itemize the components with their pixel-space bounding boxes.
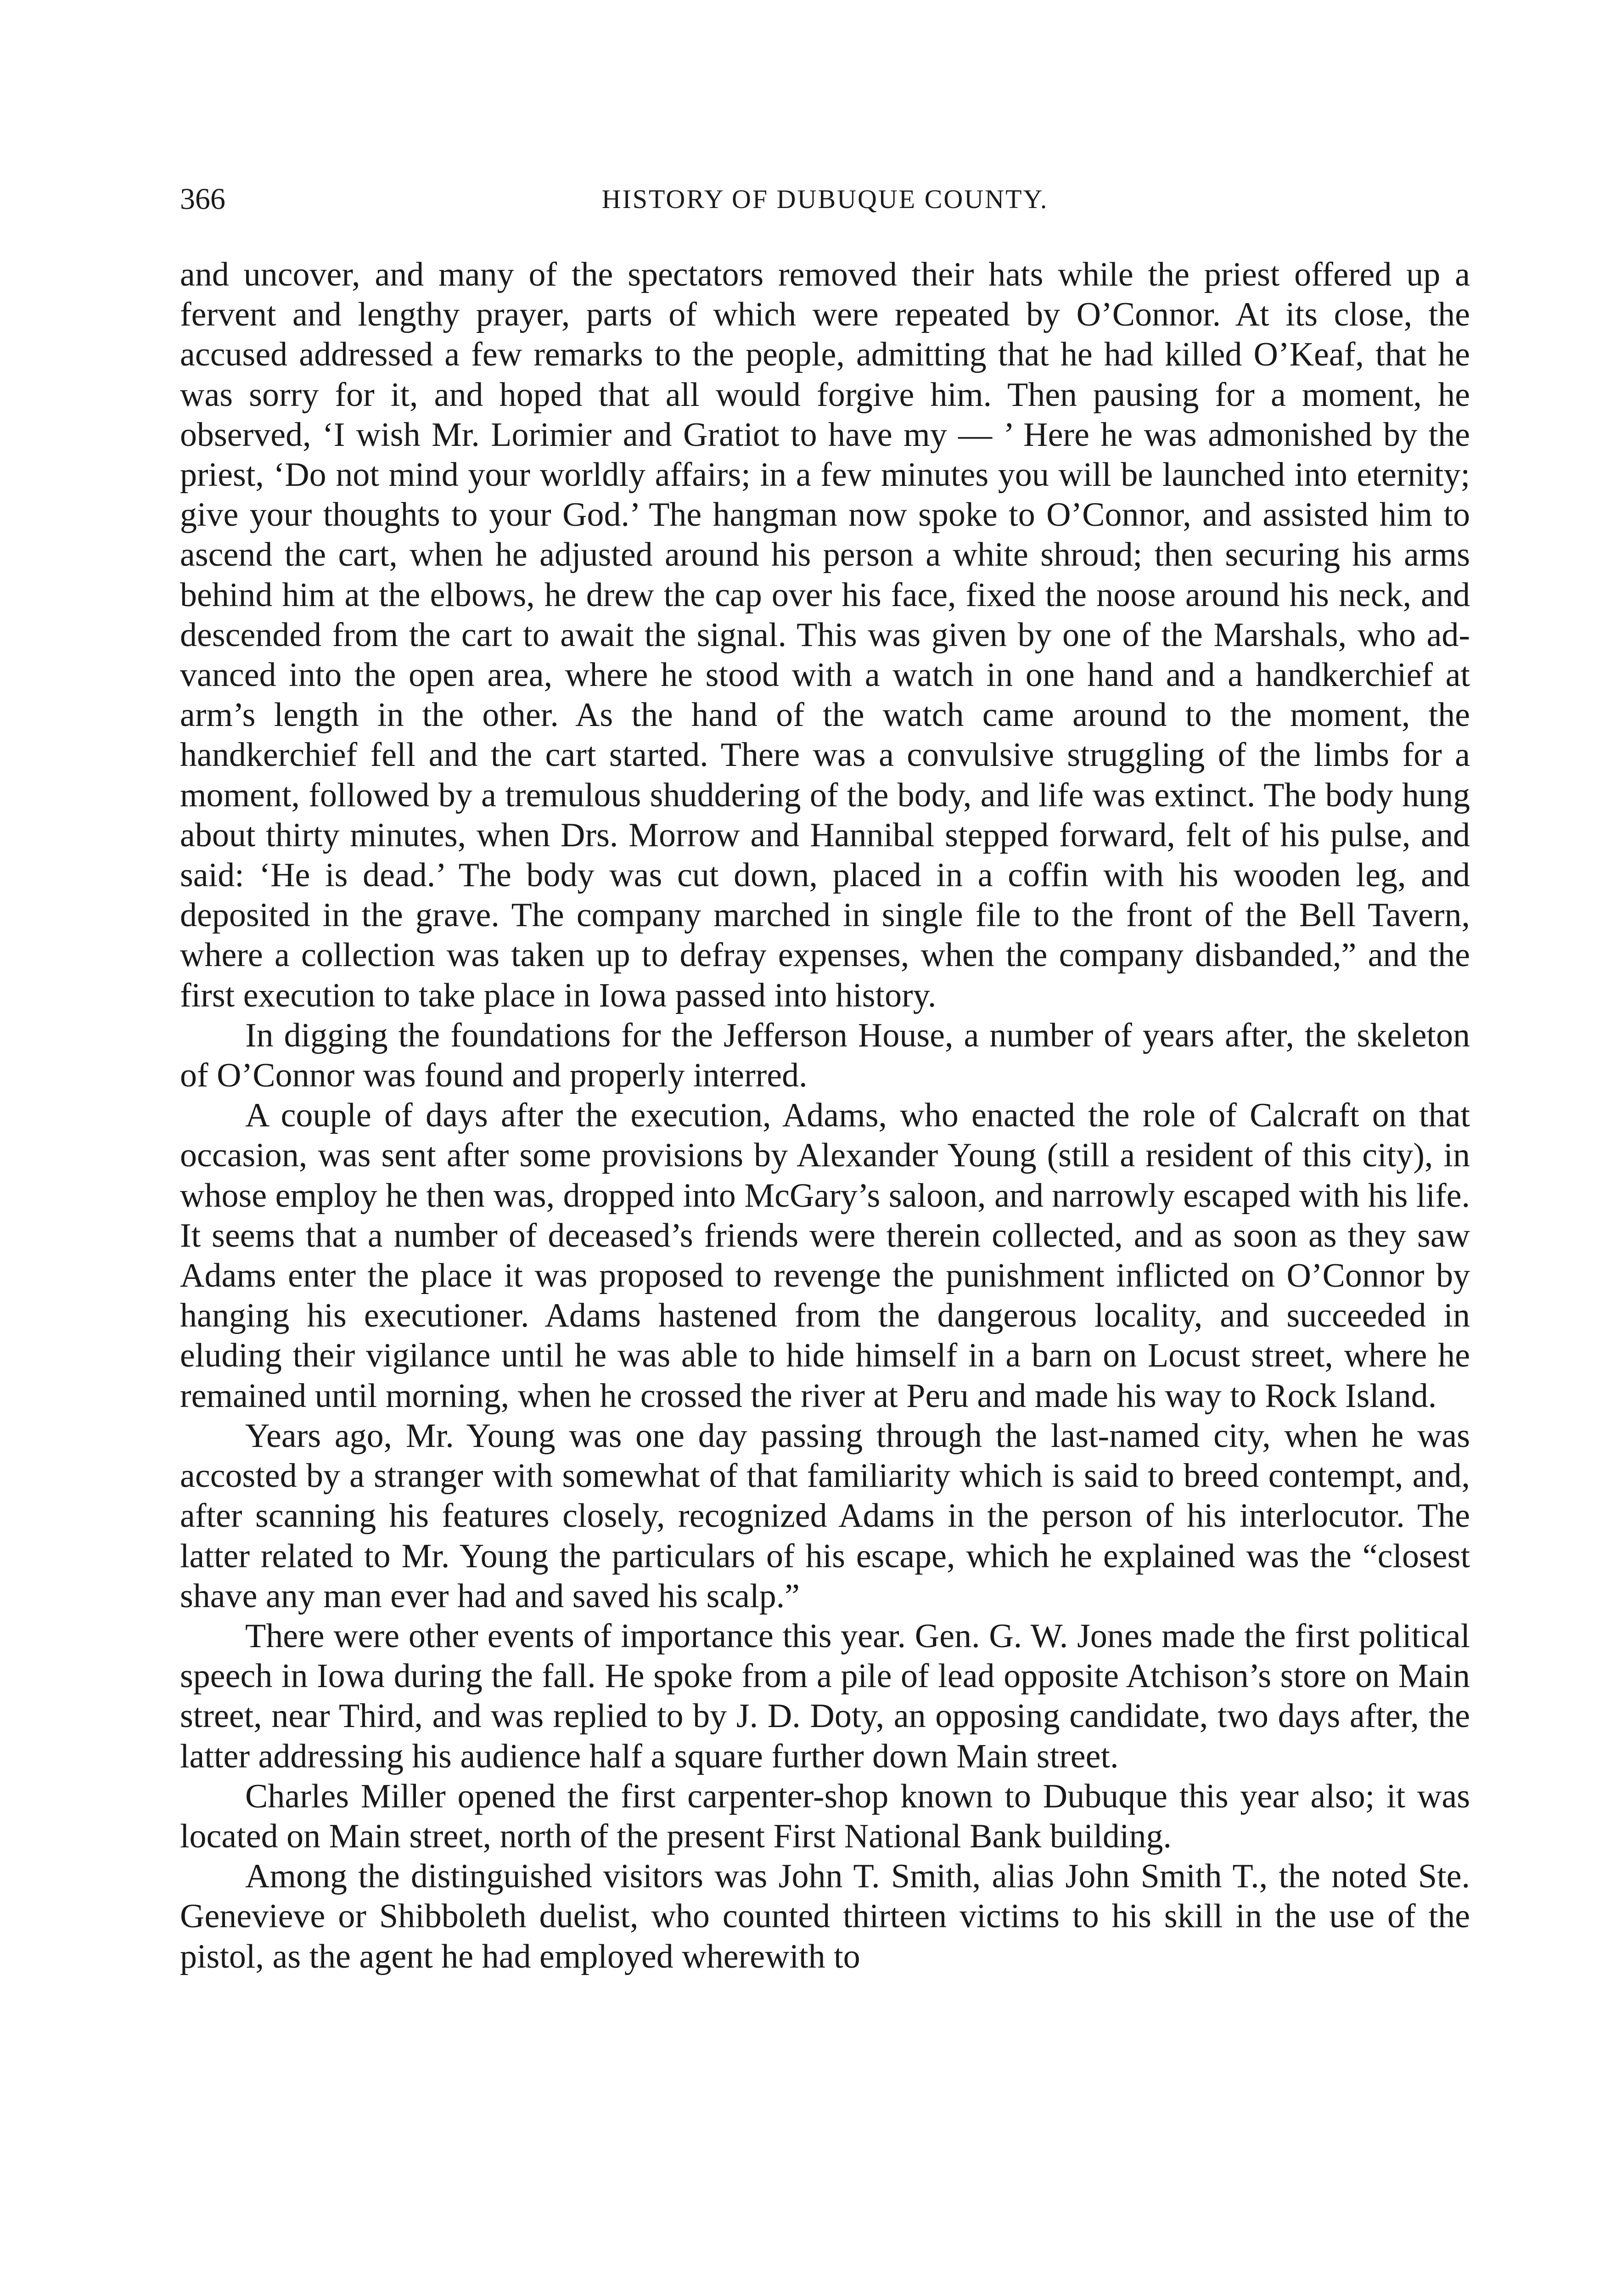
paragraph: Among the distinguished visitors was John T. Smith, alias John Smith T., the noted Ste. Genevieve or Shibboleth duelist, who counted thirteen victims to his skill in the use of the pistol, as the agent he had employed wherewith to	[180, 1857, 1470, 1975]
paragraph: In digging the foundations for the Jefferson House, a number of years after, the skeleton of O’Connor was found and properly interred.	[180, 1016, 1470, 1095]
page-number: 366	[180, 182, 225, 216]
page-header	[180, 181, 1470, 218]
paragraph: Years ago, Mr. Young was one day passing through the last-named city, when he was accosted by a stranger with somewhat of that familiarity which is said to breed contempt, and, after scanning his features closely, recognized Adams in the person of his interlocutor. The latter related to Mr. Young the particulars of his escape, which he explained was the “closest shave any man ever had and saved his scalp.”	[180, 1417, 1470, 1615]
body-text	[180, 255, 1470, 1977]
paragraph: There were other events of importance this year. Gen. G. W. Jones made the first political speech in Iowa during the fall. He spoke from a pile of lead opposite Atchison’s store on Main street, near Third, and was replied to by J. D. Doty, an opposing candidate, two days after, the latter addressing his audience half a square further down Main street.	[180, 1617, 1470, 1775]
paragraph: Charles Miller opened the first carpenter-shop known to Dubuque this year also; it was located on Main street, north of the present First National Bank building.	[180, 1777, 1470, 1855]
running-title: HISTORY OF DUBUQUE COUNTY.	[601, 184, 1049, 214]
paragraph-continued: and uncover, and many of the spectators removed their hats while the priest offered up a fervent and lengthy prayer, parts of which were repeated by O’Connor. At its close, the accused addressed a few remarks to the people, admitting that he had killed O’Keaf, that he was sorry for it, and hoped that all would forgive him. Then pausing for a moment, he observed, ‘I wish Mr. Lorimier and Gratiot to have my — ’ Here he was admonished by the priest, ‘Do not mind your worldly affairs; in a few minutes you will be launched into eternity; give your thoughts to your God.’ The hangman now spoke to O’Connor, and assisted him to ascend the cart, when he adjusted around his person a white shroud; then securing his arms behind him at the elbows, he drew the cap over his face, fixed the noose around his neck, and descended from the cart to await the signal. This was given by one of the Marshals, who advanced into the open area, where he stood with a watch in one hand and a handkerchief at arm’s length in the other. As the hand of the watch came around to the moment, the handkerchief fell and the cart started. There was a convulsive struggling of the limbs for a moment, followed by a tremulous shuddering of the body, and life was extinct. The body hung about thirty minutes, when Drs. Morrow and Hannibal stepped forward, felt of his pulse, and said: ‘He is dead.’ The body was cut down, placed in a coffin with his wooden leg, and deposited in the grave. The company marched in single file to the front of the Bell Tavern, where a collection was taken up to defray expenses, when the company disbanded,” and the first execution to take place in Iowa passed into history.	[180, 256, 1470, 1014]
paragraph: A couple of days after the execution, Adams, who enacted the role of Calcraft on that occasion, was sent after some provisions by Alexander Young (still a resident of this city), in whose employ he then was, dropped into McGary’s saloon, and narrowly escaped with his life. It seems that a number of deceased’s friends were therein collected, and as soon as they saw Adams enter the place it was proposed to revenge the punishment inflicted on O’Connor by hanging his executioner. Adams hastened from the dangerous locality, and succeeded in eluding their vigilance until he was able to hide himself in a barn on Locust street, where he remained until morning, when he crossed the river at Peru and made his way to Rock Island.	[180, 1097, 1470, 1415]
